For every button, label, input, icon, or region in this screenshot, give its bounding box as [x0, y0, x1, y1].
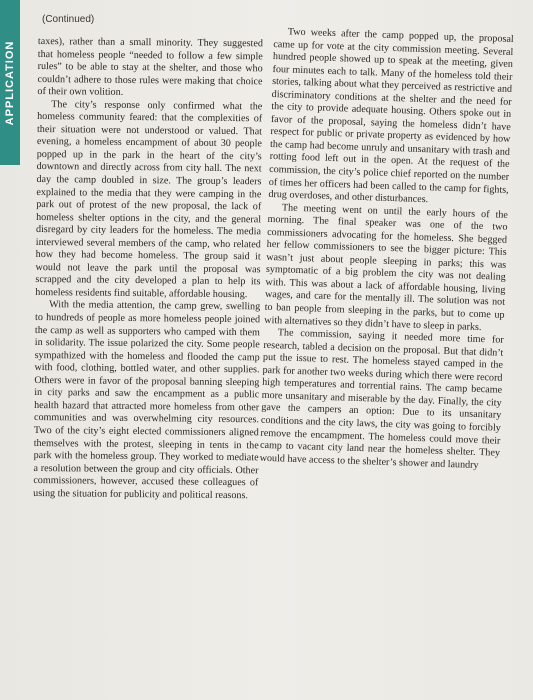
- right-text-column: [259, 26, 513, 473]
- application-side-tab: [0, 0, 20, 165]
- continued-label: (Continued): [42, 14, 95, 25]
- paragraph: The city’s response only confirmed what the homeless community feared: that the complexities of their situation were not understood or valued. That evening, a homeless encampment of about 30 people popped up in the park in the heart of the city’s downtown and directly across from city hall. The next day the camp doubled in size. The group’s leaders explained to the media that they were camping in the park out of protest of the new proposal, the lack of homeless shelter options in the city, and the general disregard by city leaders for the homeless. The media interviewed several members of the camp, who related how they had become homeless. The group said it would not leave the park until the proposal was scrapped and the city developed a plan to help its homeless residents find suitable, affordable housing.: [35, 98, 263, 301]
- paragraph: With the media attention, the camp grew, swelling to hundreds of people as more homeless people joined the camp as well as supporters who camped with them in solidarity. The issue polarized the city. Some people sympathized with the homeless and flooded the camp with food, clothing, bottled water, and other supplies. Others were in favor of the proposal banning sleeping in city parks and saw the encampment as a public health hazard that attracted more homeless from other communities and was overwhelming city resources. Two of the city’s eight elected commissioners aligned themselves with the protest, sleeping in tents in the park with the homeless group. They worked to mediate a resolution between the group and city officials. Other commissioners, however, accused these colleagues of using the situation for publicity and political reasons.: [33, 299, 261, 501]
- paragraph: Two weeks after the camp popped up, the proposal came up for vote at the city commission meeting. Several hundred people showed up to speak at the meeting, given four minutes each to talk. Many of the homeless told their stories, talking about what they perceived as restrictive and discriminatory conditions at the shelter and the need for the city to provide adequate housing. Others spoke out in favor of the proposal, saying the homeless didn’t have respect for public or private property as evidenced by how the camp had become unruly and unsanitary with trash and rotting food left out in the open. At the request of the commission, the city’s police chief reported on the number of times her officers had been called to the camp for fights, drug overdoses, and other disturbances.: [268, 26, 514, 206]
- left-text-column: [33, 36, 263, 503]
- paragraph: The commission, saying it needed more time for research, tabled a decision on the proposal. But that didn’t put the issue to rest. The homeless stayed camped in the park for another two weeks during which there were record high temperatures and torrential rains. The camp became more unsanitary and miserable by the day. Finally, the city gave the campers an option: Due to its unsanitary conditions and the city laws, the city was going to forcibly remove the encampment. The homeless could move their camp to vacant city land near the homeless shelter. They would have access to the shelter’s shower and laundry: [259, 327, 504, 471]
- paragraph: taxes), rather than a small minority. They suggested that homeless people “needed to follow a few simple rules” to be able to stay at the shelter, and those who couldn’t adhere to those rules were making that choice of their own volition.: [37, 36, 263, 99]
- side-tab-label: APPLICATION: [4, 40, 16, 125]
- paragraph: The meeting went on until the early hours of the morning. The final speaker was one of the two commissioners advocating for the homeless. She begged her fellow commissioners to see the bigger picture: This wasn’t just about people sleeping in parks; this was symptomatic of a big problem the city was not dealing with. This was about a lack of affordable housing, living wages, and care for the mentally ill. The solution was not to ban people from sleeping in the parks, but to come up with alternatives so they didn’t have to sleep in parks.: [264, 202, 509, 333]
